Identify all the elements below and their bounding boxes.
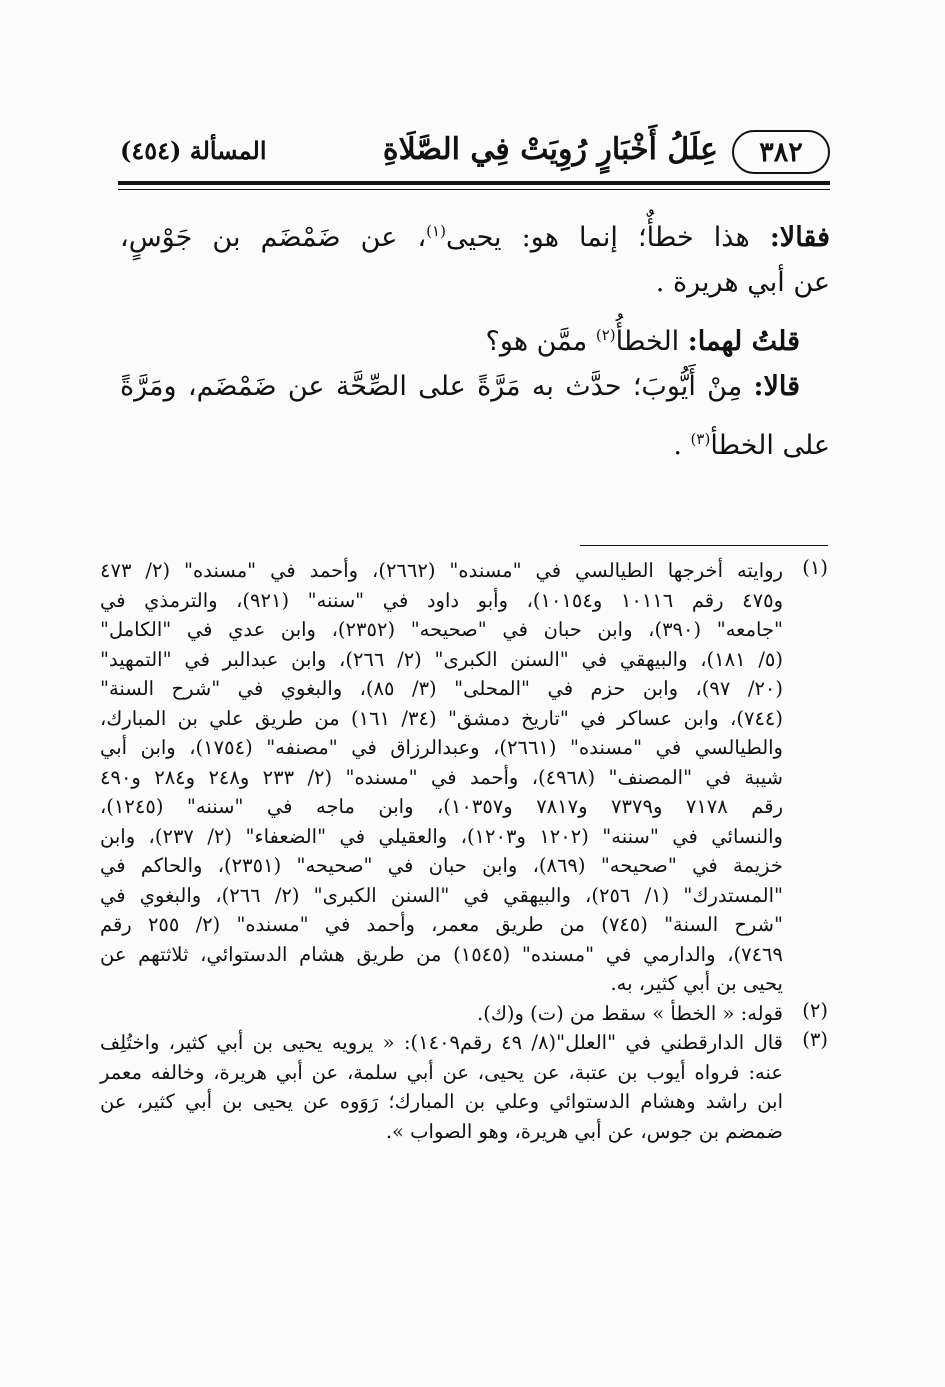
main-text-span: عن أبي هريرة . (655, 267, 830, 298)
issue-label: المسألة (٤٥٤) (120, 136, 267, 165)
footnote-line: رقم ٧١٧٨ و٧٣٧٩ و٧٨١٧ و١٠٣٥٧)، وابن ماجه في "سننه" (١٢٤٥)، (100, 795, 783, 818)
footnote-line: ٧٤٦٩)، والدارمي في "مسنده" (١٥٤٥) من طريق هشام الدستوائي، ثلاثتهم عن (100, 942, 783, 966)
footnote-line: يحيى بن أبي كثير، به. (610, 972, 783, 995)
main-line (120, 309, 830, 361)
main-text (120, 205, 830, 465)
footnote-line: ضمضم بن جوس، عن أبي هريرة، وهو الصواب ». (385, 1119, 783, 1143)
main-line (120, 361, 830, 413)
footnote-separator (580, 545, 828, 546)
footnote-line: عنه: فرواه أيوب بن عتبة، عن يحيى، عن أبي سلمة، عن أبي هريرة، وخالفه معمر (100, 1060, 783, 1084)
footnote-line: "المستدرك" (١/ ٢٥٦)، والبيهقي في "السنن الكبرى" (٢/ ٢٦٦)، والبغوي في (100, 883, 783, 907)
footnote-ref: (٢) (595, 326, 616, 344)
main-line (120, 205, 830, 257)
footnote-line: قال الدارقطني في "العلل"(٨/ ٤٩ رقم١٤٠٩): « يرويه يحيى بن أبي كثير، واختُلِف (100, 1031, 783, 1054)
footnote-line: "شرح السنة" (٧٤٥) من طريق معمر، وأحمد في "مسنده" (٢/ ٢٥٥ رقم (100, 913, 783, 936)
speaker-label: قالا: (753, 371, 800, 402)
footnote-ref: (٣) (690, 430, 711, 448)
header-rule-thick (118, 181, 830, 185)
footnote-number: (١) (802, 556, 828, 579)
book-title: عِلَلُ أَخْبَارٍ رُوِيَتْ فِي الصَّلَاةِ (382, 132, 718, 167)
footnote-line: خزيمة في "صحيحه" (٨٦٩)، وابن حبان في "صحيحه" (٢٣٥١)، والحاكم في (100, 854, 783, 877)
main-text-span: الخطأُ (615, 326, 688, 357)
footnote-line: (٢٠/ ٩٧)، وابن حزم في "المحلى" (٣/ ٨٥)، والبغوي في "شرح السنة" (100, 677, 783, 700)
page-number-badge (732, 130, 830, 174)
footnote-number: (٣) (802, 1028, 828, 1051)
footnote-line: قوله: « الخطأ » سقط من (ت) و(ك). (477, 1001, 783, 1025)
main-line (120, 257, 830, 309)
main-text-span: ممَّن هو؟ (485, 326, 596, 357)
footnote-item (100, 556, 828, 999)
footnote-line: "جامعه" (٣٩٠)، وابن حبان في "صحيحه" (٢٣٥٢)، وابن عدي في "الكامل" (100, 618, 783, 641)
main-line (120, 413, 830, 465)
main-text-span: هذا خطأٌ؛ إنما هو: يحيى (445, 222, 770, 253)
footnote-line: (٧٤٤)، وابن عساكر في "تاريخ دمشق" (٣٤/ ١٦١) من طريق علي بن المبارك، (100, 706, 783, 730)
footnote-line: والنسائي في "سننه" (١٢٠٢ و١٢٠٣)، والعقيلي في "الضعفاء" (٢/ ٢٣٧)، وابن (100, 824, 783, 848)
footnote-line: ابن راشد وهشام الدستوائي وعلي بن المبارك؛ رَوَوه عن يحيى بن أبي كثير، عن (100, 1090, 783, 1113)
main-text-span: مِنْ أَيُّوبَ؛ حدَّث به مَرَّةً على الصِّحَّة عن ضَمْضَم، ومَرَّةً (120, 371, 754, 402)
footnote-line: والطيالسي في "مسنده" (٢٦٦١)، وعبدالرزاق في "مصنفه" (١٧٥٤)، وابن أبي (100, 736, 783, 759)
footnote-line: روايته أخرجها الطيالسي في "مسنده" (٢٦٦٢)، وأحمد في "مسنده" (٢/ ٤٧٣ (100, 559, 783, 582)
footnote-ref: (١) (426, 222, 446, 240)
footnote-item (100, 1028, 828, 1146)
main-text-span: . (673, 430, 691, 461)
footnotes (100, 556, 828, 1146)
speaker-label: قلتُ لهما: (687, 326, 800, 357)
footnote-item (100, 999, 828, 1029)
speaker-label: فقالا: (769, 222, 830, 253)
footnote-line: شيبة في "المصنف" (٤٩٦٨)، وأحمد في "مسنده" (٢/ ٢٣٣ و٢٤٨ و٢٨٤ و٤٩٠ (100, 765, 783, 789)
header-rule-thin (118, 189, 830, 190)
footnote-line: و٤٧٥ رقم ١٠١١٦ و١٠١٥٤)، وأبو داود في "سننه" (٩٢١)، والترمذي في (100, 588, 783, 612)
footnote-line: (٥/ ١٨١)، والبيهقي في "السنن الكبرى" (٢/ ٢٦٦)، وابن عبدالبر في "التمهيد" (100, 647, 783, 671)
main-text-span: ، عن ضَمْضَم بن جَوْسٍ، (120, 222, 427, 253)
page-number: ٣٨٢ (759, 136, 803, 168)
main-text-span: على الخطأ (710, 430, 830, 461)
page-header (118, 130, 830, 180)
footnote-number: (٢) (802, 998, 828, 1022)
